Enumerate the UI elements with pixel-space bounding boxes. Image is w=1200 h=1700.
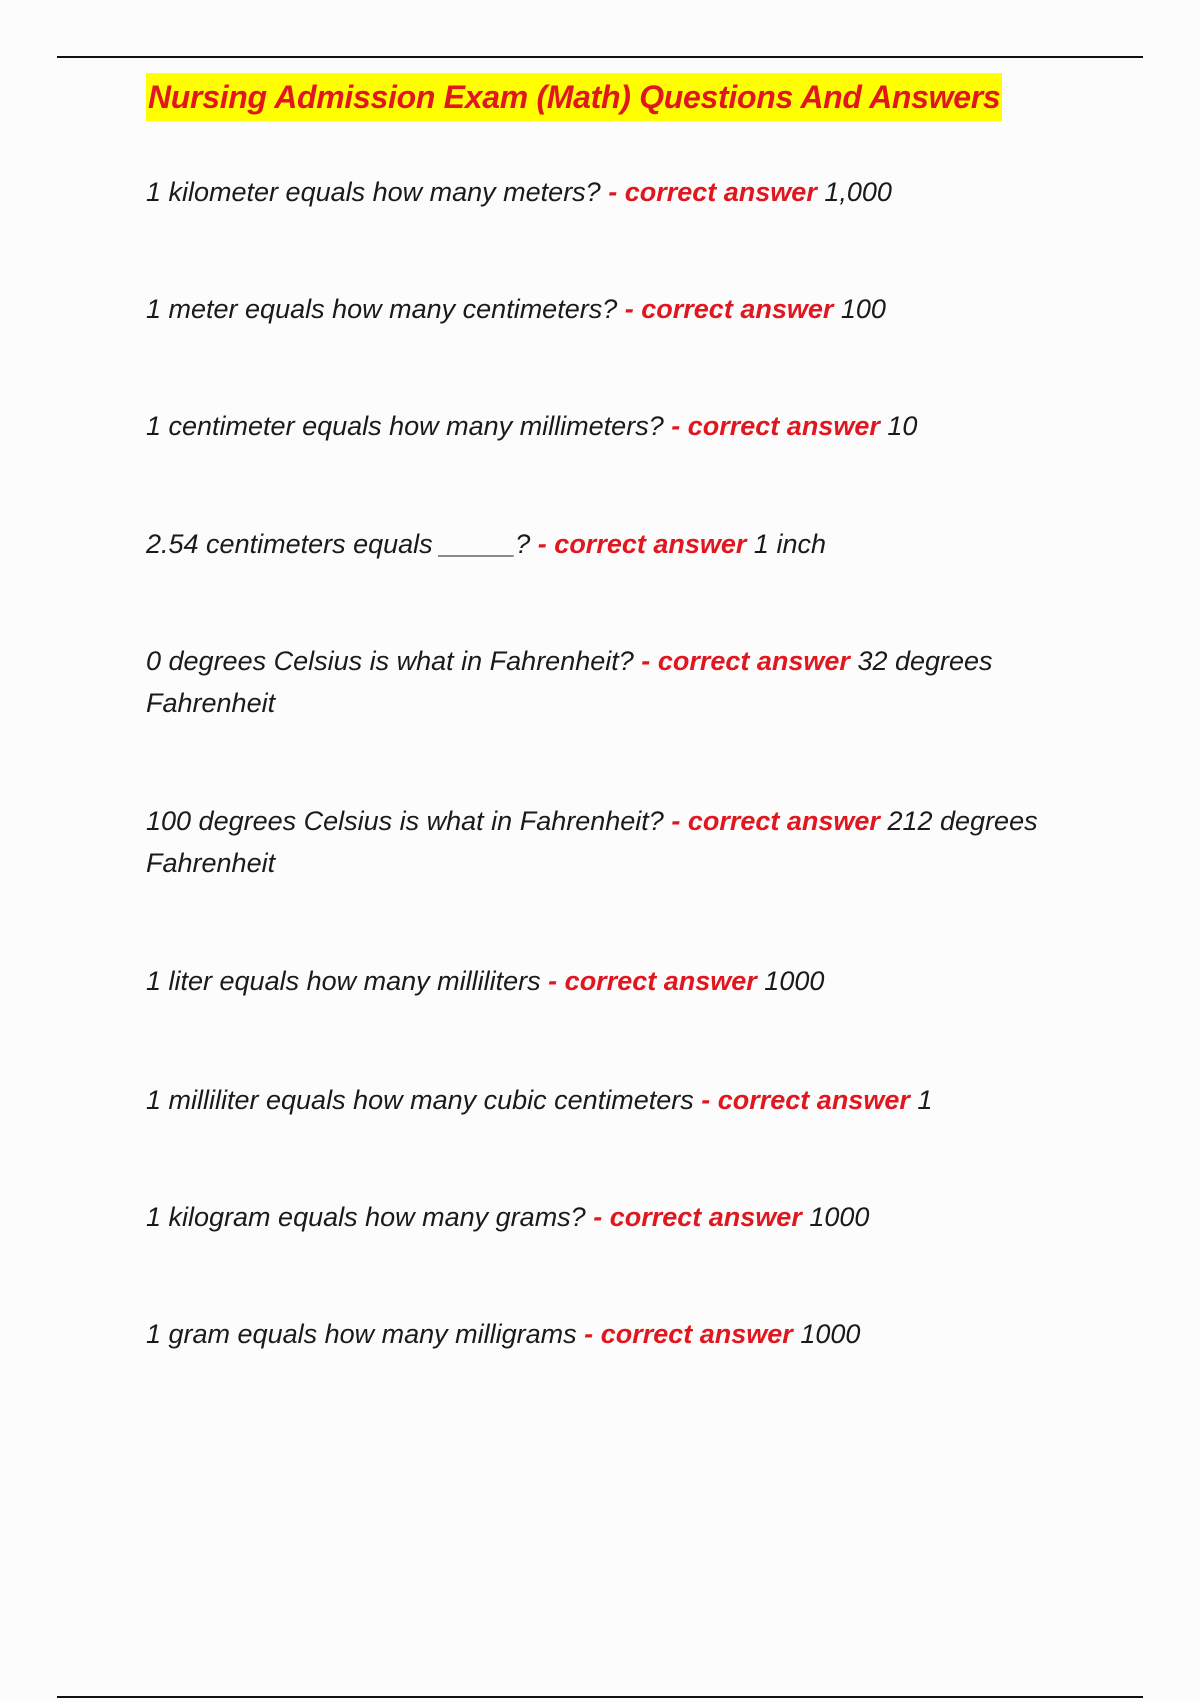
- answer-label: correct answer: [687, 411, 880, 441]
- answer-label: correct answer: [641, 294, 834, 324]
- question-text: 2.54 centimeters equals _____?: [146, 529, 531, 559]
- answer-text: 1 inch: [753, 529, 826, 559]
- separator: -: [584, 1319, 594, 1349]
- qa-item: [146, 405, 1076, 447]
- answer-label: correct answer: [687, 806, 880, 836]
- page-title: Nursing Admission Exam (Math) Questions And Answers: [146, 73, 1002, 121]
- answer-text: 212 degrees Fahrenheit: [146, 806, 1038, 878]
- question-text: 1 kilogram equals how many grams?: [146, 1202, 586, 1232]
- separator: -: [608, 177, 618, 207]
- bottom-rule: [57, 1696, 1143, 1698]
- separator: -: [671, 411, 681, 441]
- question-text: 1 milliliter equals how many cubic centimeters: [146, 1085, 694, 1115]
- answer-label: correct answer: [624, 177, 817, 207]
- separator: -: [537, 529, 547, 559]
- answer-label: correct answer: [564, 966, 757, 996]
- answer-text: 100: [840, 294, 886, 324]
- answer-label: correct answer: [657, 646, 850, 676]
- question-text: 1 liter equals how many milliliters: [146, 966, 541, 996]
- qa-item: [146, 960, 1076, 1002]
- answer-label: correct answer: [600, 1319, 793, 1349]
- answer-text: 1: [917, 1085, 933, 1115]
- answer-text: 1000: [809, 1202, 870, 1232]
- qa-item: [146, 640, 1076, 724]
- qa-item: [146, 800, 1076, 884]
- question-text: 1 gram equals how many milligrams: [146, 1319, 577, 1349]
- qa-item: [146, 288, 1076, 330]
- answer-label: correct answer: [554, 529, 747, 559]
- question-text: 100 degrees Celsius is what in Fahrenheit?: [146, 806, 664, 836]
- answer-text: 1000: [800, 1319, 861, 1349]
- answer-label: correct answer: [717, 1085, 910, 1115]
- question-text: 1 centimeter equals how many millimeters?: [146, 411, 664, 441]
- answer-text: 32 degrees Fahrenheit: [146, 646, 993, 718]
- answer-label: correct answer: [609, 1202, 802, 1232]
- qa-item: [146, 171, 1076, 213]
- separator: -: [641, 646, 651, 676]
- separator: -: [548, 966, 558, 996]
- separator: -: [701, 1085, 711, 1115]
- qa-item: [146, 523, 1076, 565]
- top-rule: [57, 56, 1143, 58]
- answer-text: 1000: [764, 966, 825, 996]
- question-text: 1 kilometer equals how many meters?: [146, 177, 601, 207]
- separator: -: [593, 1202, 603, 1232]
- answer-text: 10: [887, 411, 918, 441]
- qa-item: [146, 1313, 1076, 1355]
- qa-item: [146, 1079, 1076, 1121]
- question-text: 1 meter equals how many centimeters?: [146, 294, 618, 324]
- qa-item: [146, 1196, 1076, 1238]
- answer-text: 1,000: [824, 177, 892, 207]
- question-text: 0 degrees Celsius is what in Fahrenheit?: [146, 646, 634, 676]
- separator: -: [671, 806, 681, 836]
- separator: -: [624, 294, 634, 324]
